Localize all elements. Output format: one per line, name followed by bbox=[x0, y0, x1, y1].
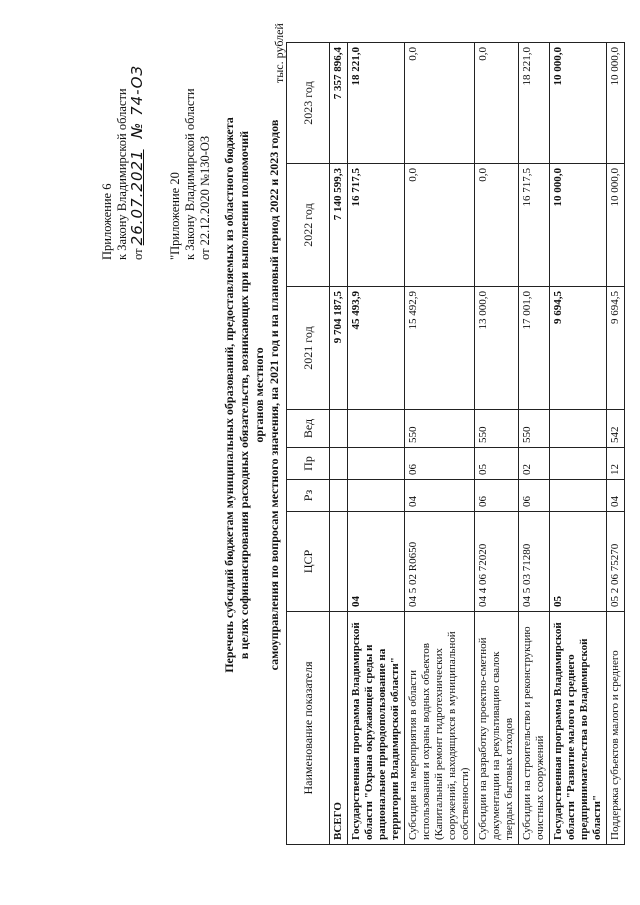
row-rz bbox=[330, 480, 348, 512]
row-pr: 06 bbox=[405, 448, 475, 480]
row-2022: 16 717,5 bbox=[519, 164, 550, 287]
header-csr: ЦСР bbox=[287, 512, 330, 612]
row-name: Поддержка субъектов малого и среднего bbox=[607, 612, 625, 845]
row-2023: 18 221,0 bbox=[348, 43, 405, 164]
row-name: Субсидии на строительство и реконструкцию очистных сооружений bbox=[519, 612, 550, 845]
row-2021: 17 001,0 bbox=[519, 287, 550, 410]
row-name: Государственная программа Владимирской области "Охрана окружающей среды и рациональное природопользование на территории Владимирской области" bbox=[348, 612, 405, 845]
table-row bbox=[330, 43, 348, 845]
row-ved bbox=[550, 410, 607, 448]
row-csr: 04 bbox=[348, 512, 405, 612]
prev-annex-number: "Приложение 20 bbox=[168, 172, 182, 260]
row-ved bbox=[330, 410, 348, 448]
header-ved: Вед bbox=[287, 410, 330, 448]
annex-header bbox=[100, 65, 146, 260]
row-rz: 04 bbox=[405, 480, 475, 512]
row-2022: 0,0 bbox=[475, 164, 519, 287]
table-row bbox=[550, 43, 607, 845]
units-label: тыс. рублей bbox=[272, 23, 286, 83]
row-pr: 02 bbox=[519, 448, 550, 480]
title-line-2: в целях софинансирования расходных обязательств, возникающих при выполнении полномочий органов местного bbox=[237, 130, 266, 660]
handwritten-date: 26.07.2021 bbox=[128, 149, 146, 246]
row-2021: 9 704 187,5 bbox=[330, 287, 348, 410]
row-2021: 15 492,9 bbox=[405, 287, 475, 410]
row-2022: 0,0 bbox=[405, 164, 475, 287]
row-rz bbox=[550, 480, 607, 512]
title-line-1: Перечень субсидий бюджетам муниципальных образований, предоставляемых из областного бюджета bbox=[222, 117, 236, 673]
annex-number: Приложение 6 bbox=[100, 183, 114, 260]
row-ved: 550 bbox=[405, 410, 475, 448]
table-row bbox=[475, 43, 519, 845]
row-2023: 18 221,0 bbox=[519, 43, 550, 164]
table-row bbox=[405, 43, 475, 845]
row-2023: 10 000,0 bbox=[550, 43, 607, 164]
header-2022: 2022 год bbox=[287, 164, 330, 287]
header-rz: Рз bbox=[287, 480, 330, 512]
row-csr: 05 bbox=[550, 512, 607, 612]
row-rz: 06 bbox=[475, 480, 519, 512]
table-row bbox=[607, 43, 625, 845]
row-2021: 45 493,9 bbox=[348, 287, 405, 410]
row-2022: 10 000,0 bbox=[550, 164, 607, 287]
header-name: Наименование показателя bbox=[287, 612, 330, 845]
row-ved bbox=[348, 410, 405, 448]
prev-annex-law-ref: к Закону Владимирской области bbox=[183, 88, 197, 260]
annex-date-line bbox=[130, 65, 146, 260]
row-2021: 9 694,5 bbox=[550, 287, 607, 410]
annex-law-ref: к Закону Владимирской области bbox=[115, 88, 129, 260]
row-ved: 542 bbox=[607, 410, 625, 448]
row-name: ВСЕГО bbox=[330, 612, 348, 845]
previous-annex-header bbox=[168, 88, 213, 260]
row-csr: 04 5 03 71280 bbox=[519, 512, 550, 612]
row-name: Субсидии на разработку проектно-сметной документации на рекультивацию свалок твердых бытовых отходов bbox=[475, 612, 519, 845]
row-pr: 12 bbox=[607, 448, 625, 480]
row-2022: 16 717,5 bbox=[348, 164, 405, 287]
handwritten-number: № 74-ОЗ bbox=[128, 65, 146, 139]
row-pr: 05 bbox=[475, 448, 519, 480]
row-rz: 06 bbox=[519, 480, 550, 512]
row-rz: 04 bbox=[607, 480, 625, 512]
prev-annex-date: от 22.12.2020 №130-ОЗ bbox=[198, 135, 212, 260]
row-ved: 550 bbox=[519, 410, 550, 448]
table-row bbox=[348, 43, 405, 845]
row-2022: 7 140 599,3 bbox=[330, 164, 348, 287]
row-rz bbox=[348, 480, 405, 512]
row-csr: 04 5 02 R0650 bbox=[405, 512, 475, 612]
row-2023: 10 000,0 bbox=[607, 43, 625, 164]
header-pr: Пр bbox=[287, 448, 330, 480]
table-header-row bbox=[287, 43, 330, 845]
annex-date-prefix: от bbox=[131, 248, 145, 260]
row-pr bbox=[330, 448, 348, 480]
row-2021: 13 000,0 bbox=[475, 287, 519, 410]
row-csr: 04 4 06 72020 bbox=[475, 512, 519, 612]
title-line-3: самоуправления по вопросам местного значения, на 2021 год и на плановый период 2022 и 2023 годов bbox=[267, 119, 281, 671]
row-2021: 9 694,5 bbox=[607, 287, 625, 410]
document-title bbox=[222, 115, 282, 675]
header-2021: 2021 год bbox=[287, 287, 330, 410]
row-ved: 550 bbox=[475, 410, 519, 448]
row-2023: 0,0 bbox=[405, 43, 475, 164]
table-row bbox=[519, 43, 550, 845]
row-csr bbox=[330, 512, 348, 612]
subsidies-table bbox=[286, 42, 625, 845]
row-2023: 7 357 896,4 bbox=[330, 43, 348, 164]
row-pr bbox=[550, 448, 607, 480]
row-2023: 0,0 bbox=[475, 43, 519, 164]
row-name: Субсидия на мероприятия в области использования и охраны водных объектов (Капитальный ремонт гидротехнических сооружений, находящихся в муниципальной собственности) bbox=[405, 612, 475, 845]
header-2023: 2023 год bbox=[287, 43, 330, 164]
row-csr: 05 2 06 75270 bbox=[607, 512, 625, 612]
row-name: Государственная программа Владимирской области "Развитие малого и среднего предпринимательства во Владимирской области" bbox=[550, 612, 607, 845]
row-pr bbox=[348, 448, 405, 480]
row-2022: 10 000,0 bbox=[607, 164, 625, 287]
